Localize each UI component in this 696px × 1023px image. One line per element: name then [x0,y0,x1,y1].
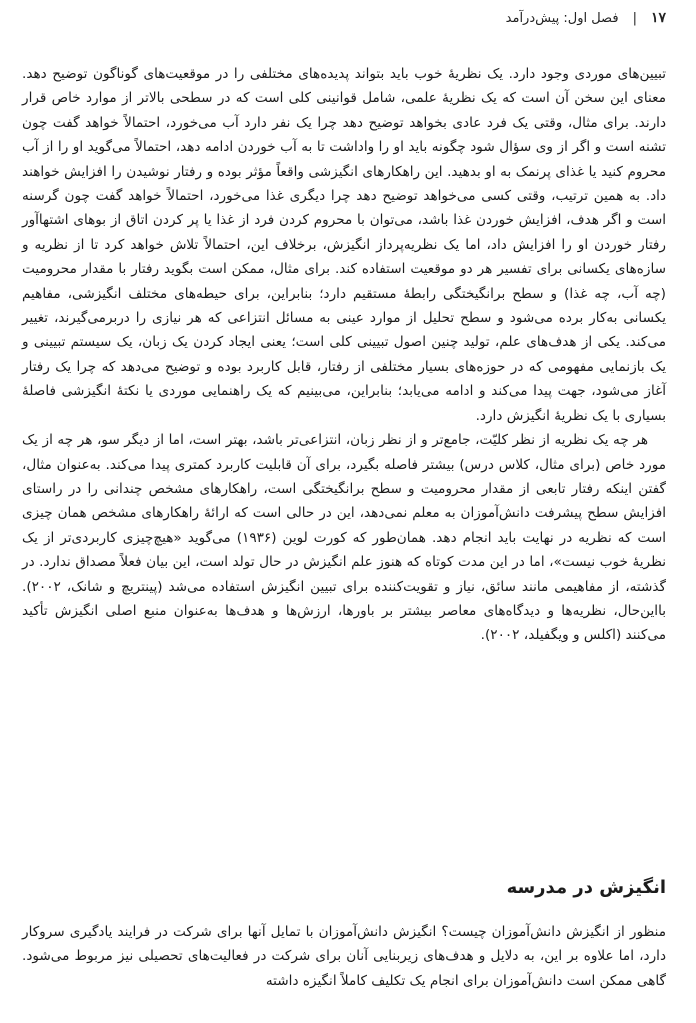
section-body [22,920,666,993]
paragraph-2: هر چه یک نظریه از نظر کلیّت، جامع‌تر و از نظر زبان، انتزاعی‌تر باشد، بهتر است، اما از دیگر سو، هر چه از یک مورد خاص (برای مثال، کلاس درس) بیشتر فاصله بگیرد، برای آن قابلیت کاربرد کمتری پیدا می‌کند. به‌عنوان مثال، گفتن اینکه رفتار تابعی از مقدار محرومیت و سطح برانگیختگی است، راهکارهای مشخص چندانی را در راستای افزایش سطح پیشرفت دانش‌آموزان به معلم نمی‌دهد، این در حالی است که ارائهٔ راهکارهای مشخص همان چیزی است که نظریه در نهایت باید انجام دهد. همان‌طور که کورت لوین (۱۹۳۶) می‌گوید «هیچ‌چیزی کاربردی‌تر از یک نظریهٔ خوب نیست»، اما در این مدت کوتاه که هنوز علم انگیزش در حال تولد است، این بیان فعلاً مصداق ندارد. در گذشته، از مفاهیمی مانند سائق، نیاز و تقویت‌کننده برای تبیین انگیزش استفاده می‌شد (پینتریچ و شانک، ۲۰۰۲). بااین‌حال، نظریه‌ها و دیدگاه‌های معاصر بیشتر بر باورها، ارزش‌ها و هدف‌ها به‌عنوان منبع اصلی انگیزش تأکید می‌کنند (اکلس و ویگفیلد، ۲۰۰۲). [22,432,666,644]
section-heading: انگیزش در مدرسه [506,877,666,898]
body-text [22,62,666,648]
section-paragraph: منظور از انگیزش دانش‌آموزان چیست؟ انگیزش دانش‌آموزان با تمایل آنها برای شرکت در فرایند یادگیری سروکار دارد، اما علاوه بر این، به دلایل و هدف‌های زیربنایی آنان برای شرکت در فعالیت‌های تحصیلی نیز مربوط می‌شود. گاهی ممکن است دانش‌آموزان برای انجام یک تکلیف کاملاً انگیزه داشته [22,924,666,989]
running-header [22,6,666,30]
chapter-title: فصل اول: پیش‌درآمد [505,10,619,26]
header-separator: | [632,10,637,26]
page-number: ۱۷ [650,10,666,26]
paragraph-1: تبیین‌های موردی وجود دارد. یک نظریهٔ خوب باید بتواند پدیده‌های مختلفی را در موقعیت‌های گوناگون توضیح دهد. معنای این سخن آن است که یک نظریهٔ علمی، شامل قوانینی کلی است که در سطحی بالاتر از موارد خاص قرار دارند. برای مثال، وقتی یک فرد عادی بخواهد توضیح دهد چرا یک نفر دارد آب می‌خورد، احتمالاً خواهد گفت چون تشنه است و اگر از وی سؤال شود چگونه باید او را واداشت تا به آب خوردن ادامه دهد، احتمالاً می‌گوید او را از آب محروم کنید یا غذای پرنمک به او بدهید. این راهکارهای انگیزشی واقعاً مؤثر بوده و رفتار نوشیدن را افزایش خواهند داد. به همین ترتیب، وقتی کسی می‌خواهد توضیح دهد چرا دیگری غذا می‌خورد، احتمالاً خواهد گفت چون گرسنه است و اگر هدف، افزایش خوردن غذا باشد، می‌توان با محروم کردن فرد از غذا یا پر کردن اتاق از بوهای اشتهاآور رفتار خوردن او را افزایش داد، اما یک نظریه‌پرداز انگیزش، برخلاف این، احتمالاً تلاش خواهد کرد تا از نظریه و سازه‌های یکسانی برای تفسیر هر دو موقعیت استفاده کند. برای مثال، ممکن است بگوید رفتار با مقدار محرومیت (چه آب، چه غذا) و سطح برانگیختگی رابطهٔ مستقیم دارد؛ بنابراین، برای حیطه‌های مختلف انگیزشی، مفاهیم یکسانی به‌کار برده می‌شود و سطح تحلیل از موارد عینی به مسائل انتزاعی که هر نیازی را دربرمی‌گیرند، تغییر می‌کند. یکی از هدف‌های علم، تولید چنین اصول تبیینی کلی است؛ یعنی ایجاد کردن یک زبان، یک سیستم تبیینی و یک بازنمایی مفهومی که در حوزه‌های بسیار مختلفی از رفتار، قابل کاربرد بوده و توضیح می‌دهد که چرا یک رفتار آغاز می‌شود، جهت پیدا می‌کند و ادامه می‌یابد؛ بنابراین، می‌بینیم که یک راهنمایی موردی یا نکتهٔ انگیزشی فاصلهٔ بسیاری با یک نظریهٔ انگیزش دارد. [22,66,666,424]
